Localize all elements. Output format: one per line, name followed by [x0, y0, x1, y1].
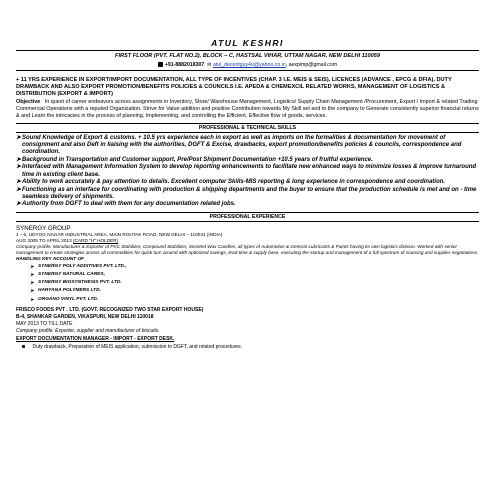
- envelope-icon: ✉: [205, 62, 213, 68]
- account-item: ➤ SYNERGY POLY ADDITIVES PVT. LTD.,: [30, 263, 479, 271]
- arrow-bullet-icon: ➤: [30, 280, 34, 286]
- arrow-bullet-icon: ➤: [16, 164, 22, 171]
- frisco-address: B-4, SHANKAR GARDEN, VIKASPURI, NEW DELHI 110018: [16, 313, 154, 320]
- arrow-bullet-icon: ➤: [30, 288, 34, 294]
- synergy-dates: AUG 2005 TO APRIL 2013 (CARD "H" HOLDER): [16, 237, 119, 243]
- account-item: ➤ HARYANA POLYMERS LTD.: [30, 287, 479, 295]
- phone-number: +91-8882018307: [164, 62, 205, 68]
- skills-list: [16, 135, 479, 209]
- email-link[interactable]: atul_decentguy4u@yahoo.co.in: [212, 62, 286, 68]
- account-item: ➤ SYNERGY NATURAL CARES,: [30, 271, 479, 279]
- arrow-bullet-icon: ➤: [16, 179, 22, 186]
- arrow-bullet-icon: ➤: [16, 134, 22, 141]
- frisco-profile: Company profile: Exporter, supplier and manufacturer of biscuits.: [16, 328, 160, 335]
- accounts-heading: HANDLING KEY ACCOUNT OF: [16, 255, 84, 261]
- skill-item: ➤ Interfaced with Management Information System to develop reporting enhancements to facilitate new enhanced ways to minimize losses & improve turnaround time in existing client base.: [16, 164, 477, 178]
- accounts-list: [30, 263, 479, 304]
- arrow-bullet-icon: ➤: [16, 186, 22, 193]
- skill-item: ➤ Background in Transportation and Customer support, Pre/Post Shipment Documentation +10.5 years of fruitful experience.: [16, 156, 373, 163]
- skill-item: ➤ Sound Knowledge of Export & customs. + 10.5 yrs experience each in export as well as imports on the formalities & documentation for movement of consignment and also Deft in liaising with the authorities, DGFT & Excise, drawbacks, export promotion/benefits policies & councils, correspondence and coordination.: [16, 134, 462, 156]
- objective-text: In quest of career endeavors across assignments in Inventory, Store/ Warehouse Management, Logistics/ Supply Chain Management /Procurement, Export / Import & related Trading Commercial Operations with a reputed Organization. Strive for Value addition and positive Contribution towards My Skill set and to the company to Generate consistently superior financial returns & and Learn the intricacies in the process of planning, Implementing, and controlling the Efficient, Effective flow of goods, services.: [16, 99, 479, 119]
- skills-heading: PROFESSIONAL & TECHNICAL SKILLS: [16, 123, 479, 133]
- skill-item: ➤ Functioning as an interface for coordinating with production & shipping departments and the buyer to ensure that the production schedule is met and on - time seamless delivery of shipments.: [16, 186, 477, 200]
- frisco-role: EXPORT DOCUMENTATION MANAGER - IMPORT - EXPORT DESK.: [16, 335, 175, 342]
- arrow-bullet-icon: ➤: [16, 156, 22, 163]
- frisco-dates: MAY 2013 TO TILL DATE: [16, 321, 73, 328]
- skill-item: ➤ Ability to work accurately & pay attention to details. Excellent computer Skills-MIS reporting & long experience in correspondence and coordination.: [16, 179, 446, 186]
- account-item: ➤ ORGANO VINYL PVT. LTD.: [30, 296, 479, 304]
- duties-list: [22, 344, 479, 351]
- email-secondary: , aexpimp@gmail.com: [285, 62, 338, 68]
- contact-line: [16, 62, 479, 68]
- address-line: FIRST FLOOR (PVT. FLAT NO.2), BLOCK – C, HASTSAL VIHAR, UTTAM NAGAR, NEW DELHI 110059: [115, 53, 380, 59]
- synergy-company-name: SYNERGY GROUP: [16, 224, 71, 232]
- frisco-company-name: FRISCO FOODS PVT . LTD. (GOVT. RECOGNIZED TWO STAR EXPORT HOUSE): [16, 306, 204, 313]
- skill-item: ➤ Authority from DGFT to deal with them for any documentation related jobs.: [16, 201, 236, 208]
- objective-paragraph: [16, 99, 479, 119]
- experience-heading: PROFESSIONAL EXPERIENCE: [16, 212, 479, 222]
- account-item: ➤ SYNERGY BIOSYNTHESIS PVT. LTD.: [30, 279, 479, 287]
- experience-summary: + 11 YRS EXPERIENCE IN EXPORT/IMPORT DOCUMENTATION, ALL TYPE OF INCENTIVES (CHAP. 3 I.E. MEIS & SEIS), LICENCES (ADVANCE , EPCG & DFIA), DUTY DRAWBACK AND ALSO EXPORT PROMOTION/BENEFITS POLICIES & COUNCILS I.E. APEDA & CHEMEXCIL RELATED WORKS, MANAGEMENT OF LOGISTICS & DISTRIBUTION (EXPORT & IMPORT): [16, 77, 452, 98]
- arrow-bullet-icon: ➤: [30, 271, 34, 277]
- duty-item: Duty drawback, Preparation of MEIS application, submission to DGFT, and related procedures.: [22, 344, 479, 351]
- candidate-name: ATUL KESHRI: [211, 38, 284, 48]
- arrow-bullet-icon: ➤: [30, 263, 34, 269]
- contact-rule: [16, 70, 479, 71]
- objective-label: Objective: [16, 99, 41, 106]
- phone-icon: [158, 62, 163, 67]
- arrow-bullet-icon: ➤: [30, 296, 34, 302]
- header-rule: [16, 50, 479, 51]
- arrow-bullet-icon: ➤: [16, 201, 22, 208]
- round-bullet-icon: [22, 345, 25, 348]
- frisco-block: [16, 307, 479, 343]
- synergy-profile: Company profile: Manufacturer & Exporter of PVC Stabilizer, Compound Stabilizer, Scented Wax Candles, all types of Automotive & General Lubricants & Paints having its own logistics division. Worked with senior management to create strategies across all commodities for quick turn around with optimized savings, lead-time & supply base, executing the startup and management of a full spectrum of sourcing and supplier negotiations.: [16, 243, 479, 255]
- synergy-address: J – 6, UDYOG NAGAR INDUSTRIAL AREA, MAIN ROHTAK ROAD, NEW DELHI – 110041 (INDIA): [16, 231, 223, 237]
